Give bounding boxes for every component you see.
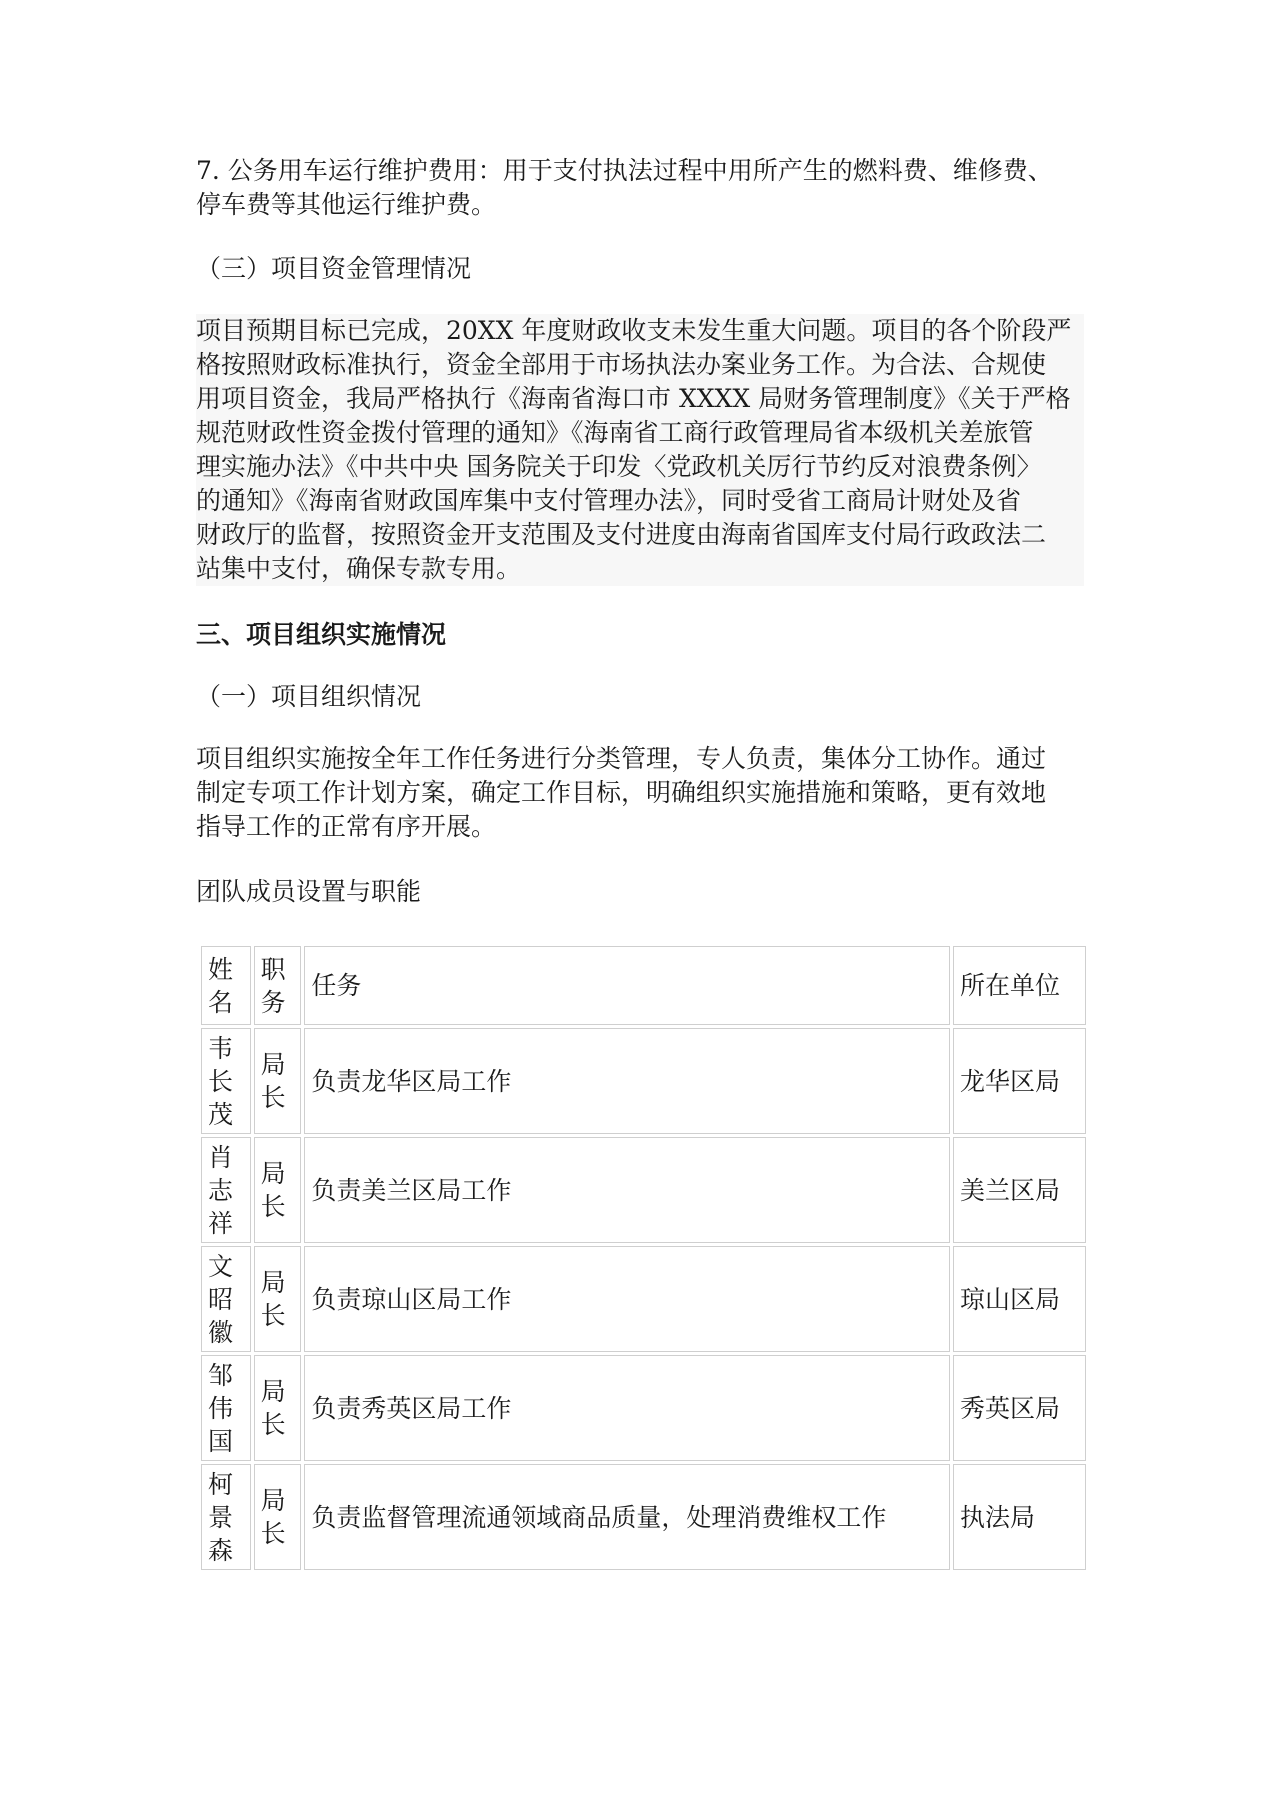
org-situation-heading: （一）项目组织情况 xyxy=(196,682,422,711)
text-line: 格按照财政标准执行，资金全部用于市场执法办案业务工作。为合法、合规使 xyxy=(196,350,1047,379)
table-row xyxy=(201,1464,1086,1570)
fund-management-heading: （三）项目资金管理情况 xyxy=(196,254,472,283)
table-row xyxy=(201,1355,1086,1461)
header-unit: 所在单位 xyxy=(953,946,1086,1025)
member-title: 局 长 xyxy=(254,1246,302,1352)
member-unit: 秀英区局 xyxy=(953,1355,1086,1461)
text-line: 7. 公务用车运行维护费用：用于支付执法过程中用所产生的燃料费、维修费、 xyxy=(196,156,1053,185)
text-line: 用项目资金，我局严格执行《海南省海口市 XXXX 局财务管理制度》《关于严格 xyxy=(196,384,1071,413)
member-task: 负责美兰区局工作 xyxy=(304,1137,950,1243)
fund-management-paragraph xyxy=(196,314,1084,586)
member-task: 负责监督管理流通领域商品质量，处理消费维权工作 xyxy=(304,1464,950,1570)
table-header-row xyxy=(201,946,1086,1025)
table-row xyxy=(201,1137,1086,1243)
member-name: 柯 景 森 xyxy=(201,1464,251,1570)
member-name: 肖 志 祥 xyxy=(201,1137,251,1243)
member-unit: 龙华区局 xyxy=(953,1028,1086,1134)
section-3-heading: 三、项目组织实施情况 xyxy=(196,620,447,649)
text-line: 理实施办法》《中共中央 国务院关于印发〈党政机关厉行节约反对浪费条例〉 xyxy=(196,452,1042,481)
table-row xyxy=(201,1246,1086,1352)
member-task: 负责秀英区局工作 xyxy=(304,1355,950,1461)
member-unit: 美兰区局 xyxy=(953,1137,1086,1243)
text-line: 停车费等其他运行维护费。 xyxy=(196,190,497,219)
table-row xyxy=(201,1028,1086,1134)
item-7-paragraph xyxy=(196,154,1096,222)
text-line: 项目组织实施按全年工作任务进行分类管理，专人负责，集体分工协作。通过 xyxy=(196,744,1047,773)
member-title: 局 长 xyxy=(254,1137,302,1243)
member-unit: 琼山区局 xyxy=(953,1246,1086,1352)
text-line: 制定专项工作计划方案，确定工作目标，明确组织实施措施和策略，更有效地 xyxy=(196,778,1047,807)
member-name: 韦 长 茂 xyxy=(201,1028,251,1134)
text-line: 的通知》《海南省财政国库集中支付管理办法》，同时受省工商局计财处及省 xyxy=(196,486,1022,515)
org-paragraph xyxy=(196,742,1096,844)
header-name: 姓 名 xyxy=(201,946,251,1025)
member-name: 邹 伟 国 xyxy=(201,1355,251,1461)
team-caption: 团队成员设置与职能 xyxy=(196,877,422,906)
member-title: 局 长 xyxy=(254,1464,302,1570)
text-line: 规范财政性资金拨付管理的通知》《海南省工商行政管理局省本级机关差旅管 xyxy=(196,418,1034,447)
member-title: 局 长 xyxy=(254,1028,302,1134)
text-line: 指导工作的正常有序开展。 xyxy=(196,812,497,841)
member-task: 负责琼山区局工作 xyxy=(304,1246,950,1352)
header-task: 任务 xyxy=(304,946,950,1025)
header-title: 职 务 xyxy=(254,946,302,1025)
member-title: 局 长 xyxy=(254,1355,302,1461)
text-line: 项目预期目标已完成，20XX 年度财政收支未发生重大问题。项目的各个阶段严 xyxy=(196,316,1072,345)
member-unit: 执法局 xyxy=(953,1464,1086,1570)
team-table xyxy=(198,943,1089,1573)
text-line: 站集中支付，确保专款专用。 xyxy=(196,554,522,583)
member-name: 文 昭 徽 xyxy=(201,1246,251,1352)
member-task: 负责龙华区局工作 xyxy=(304,1028,950,1134)
text-line: 财政厅的监督，按照资金开支范围及支付进度由海南省国库支付局行政政法二 xyxy=(196,520,1047,549)
